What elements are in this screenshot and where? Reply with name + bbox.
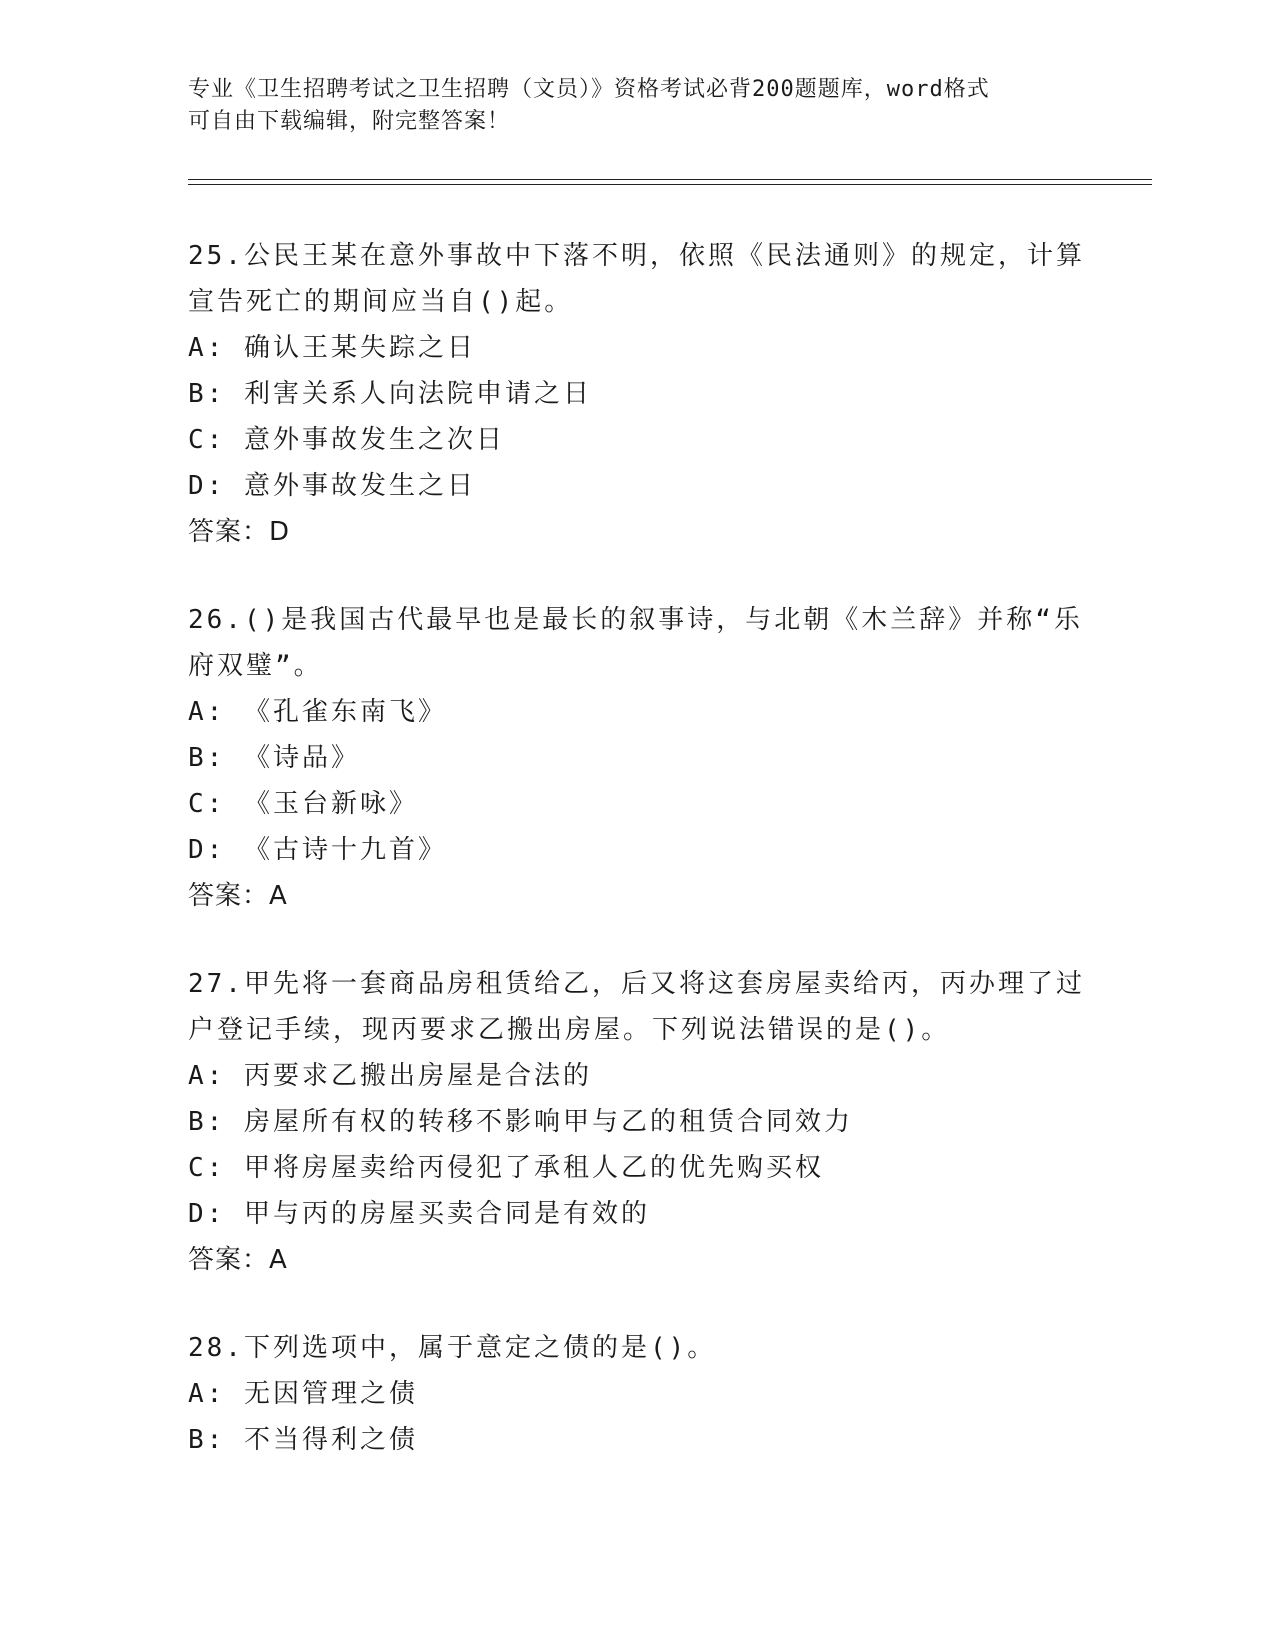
option-b: B: 不当得利之债 bbox=[188, 1425, 418, 1455]
question-25 bbox=[188, 233, 1088, 555]
question-27 bbox=[188, 961, 1088, 1283]
option-d: D: 意外事故发生之日 bbox=[188, 471, 476, 501]
option-c: C: 甲将房屋卖给丙侵犯了承租人乙的优先购买权 bbox=[188, 1153, 824, 1183]
option-a: A: 《孔雀东南飞》 bbox=[188, 697, 447, 727]
question-28 bbox=[188, 1325, 1088, 1463]
option-a: A: 确认王某失踪之日 bbox=[188, 333, 476, 363]
question-stem-line: 25.公民王某在意外事故中下落不明，依照《民法通则》的规定，计算 bbox=[188, 241, 1085, 271]
option-b: B: 利害关系人向法院申请之日 bbox=[188, 379, 592, 409]
header-divider-bottom bbox=[188, 184, 1152, 185]
option-c: C: 意外事故发生之次日 bbox=[188, 425, 505, 455]
question-stem-line: 户登记手续，现丙要求乙搬出房屋。下列说法错误的是()。 bbox=[188, 1015, 951, 1045]
question-stem bbox=[188, 961, 1088, 1053]
option-b: B: 房屋所有权的转移不影响甲与乙的租赁合同效力 bbox=[188, 1107, 853, 1137]
question-stem-line: 宣告死亡的期间应当自()起。 bbox=[188, 287, 574, 317]
question-stem-line: 28.下列选项中，属于意定之债的是()。 bbox=[188, 1333, 717, 1363]
option-d: D: 《古诗十九首》 bbox=[188, 835, 447, 865]
question-stem bbox=[188, 1325, 1088, 1371]
question-stem-line: 府双璧”。 bbox=[188, 651, 323, 681]
header-title-line: 专业《卫生招聘考试之卫生招聘（文员）》资格考试必背200题题库，word格式 bbox=[188, 77, 990, 102]
answer-line: 答案：A bbox=[188, 881, 288, 911]
question-stem-line: 26.()是我国古代最早也是最长的叙事诗，与北朝《木兰辞》并称“乐 bbox=[188, 605, 1083, 635]
question-26 bbox=[188, 597, 1088, 919]
question-list bbox=[188, 233, 1088, 1505]
answer-line: 答案：A bbox=[188, 1245, 288, 1275]
question-stem-line: 27.甲先将一套商品房租赁给乙，后又将这套房屋卖给丙，丙办理了过 bbox=[188, 969, 1085, 999]
header-subtitle-line: 可自由下载编辑，附完整答案！ bbox=[188, 109, 511, 134]
question-stem bbox=[188, 597, 1088, 689]
answer-line: 答案：D bbox=[188, 517, 291, 547]
document-header bbox=[188, 74, 1068, 138]
question-stem bbox=[188, 233, 1088, 325]
header-divider-top bbox=[188, 179, 1152, 180]
option-a: A: 丙要求乙搬出房屋是合法的 bbox=[188, 1061, 592, 1091]
option-c: C: 《玉台新咏》 bbox=[188, 789, 418, 819]
option-d: D: 甲与丙的房屋买卖合同是有效的 bbox=[188, 1199, 650, 1229]
option-a: A: 无因管理之债 bbox=[188, 1379, 418, 1409]
option-b: B: 《诗品》 bbox=[188, 743, 360, 773]
